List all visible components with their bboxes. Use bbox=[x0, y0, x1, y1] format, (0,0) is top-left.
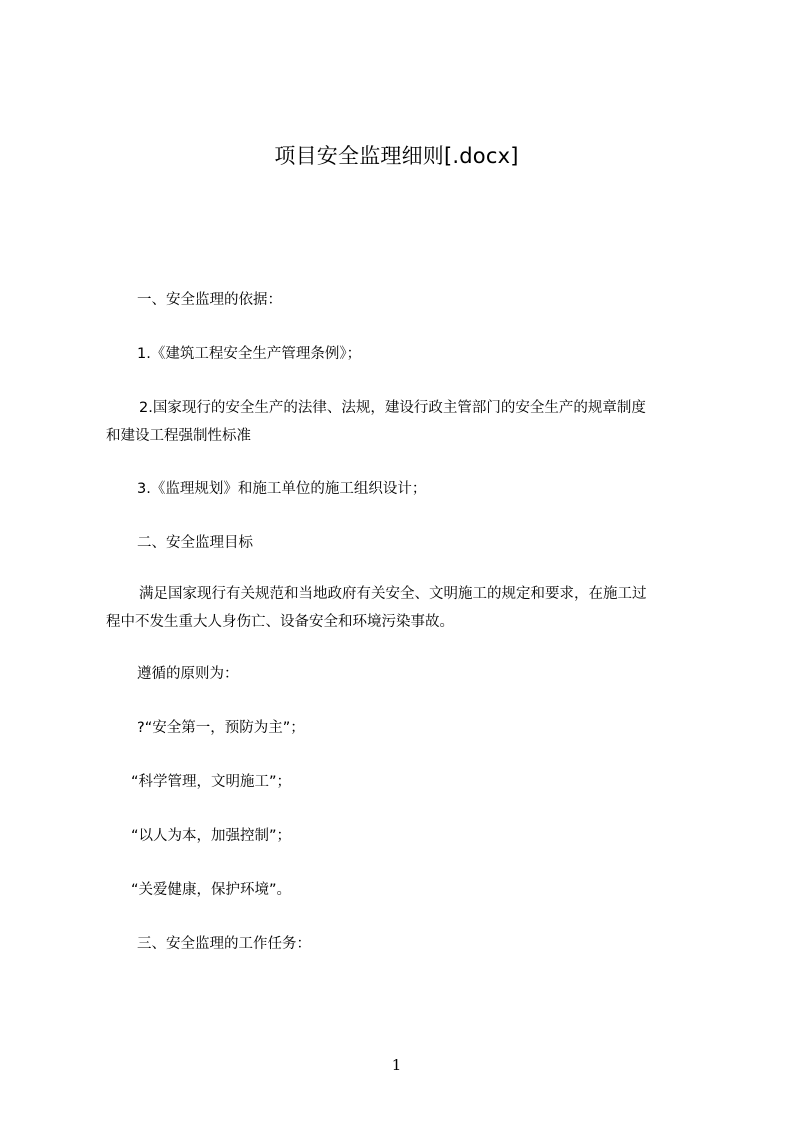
goal-paragraph-line-2: 程中不发生重大人身伤亡、设备安全和环境污染事故。 bbox=[106, 614, 454, 630]
principle-4: “关爱健康，保护环境”。 bbox=[131, 882, 292, 898]
section-heading-3: 三、安全监理的工作任务： bbox=[137, 936, 311, 952]
section-heading-1: 一、安全监理的依据： bbox=[137, 292, 282, 308]
document-title: 项目安全监理细则[.docx] bbox=[274, 144, 519, 168]
basis-item-2-line-1: 2.国家现行的安全生产的法律、法规，建设行政主管部门的安全生产的规章制度 bbox=[139, 400, 646, 416]
goal-paragraph-line-1: 满足国家现行有关规范和当地政府有关安全、文明施工的规定和要求，在施工过 bbox=[139, 586, 647, 602]
basis-item-2-line-2: 和建设工程强制性标准 bbox=[106, 428, 251, 444]
section-heading-2: 二、安全监理目标 bbox=[137, 535, 253, 551]
principles-intro: 遵循的原则为： bbox=[137, 666, 239, 682]
basis-item-2 bbox=[106, 394, 706, 450]
principle-3: “以人为本，加强控制”； bbox=[131, 828, 292, 844]
basis-item-1: 1.《建筑工程安全生产管理条例》； bbox=[137, 346, 362, 362]
principle-1: ?“安全第一，预防为主”； bbox=[137, 720, 305, 736]
basis-item-3: 3.《监理规划》和施工单位的施工组织设计； bbox=[137, 481, 427, 497]
page-number: 1 bbox=[391, 1056, 402, 1074]
principle-2: “科学管理，文明施工”； bbox=[131, 774, 292, 790]
goal-paragraph bbox=[106, 580, 706, 636]
